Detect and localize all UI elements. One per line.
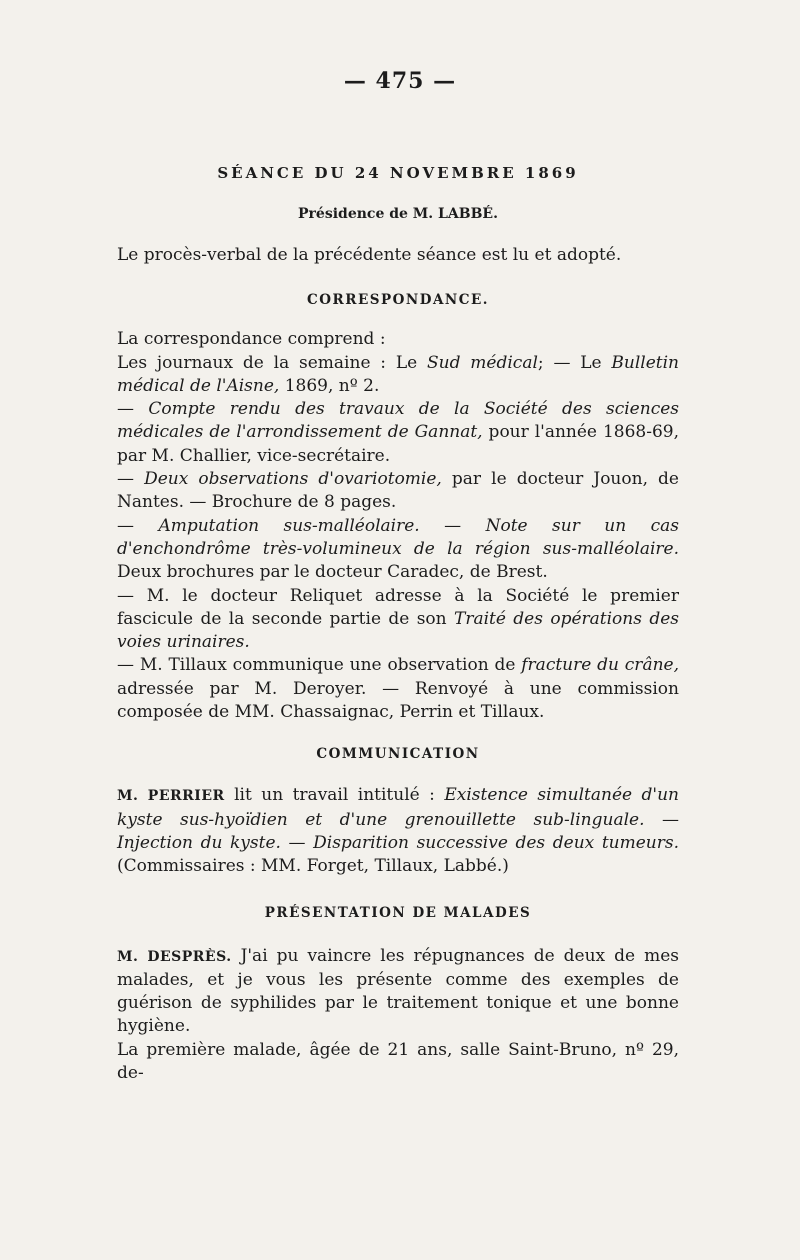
correspondance-intro: La correspondance comprend :: [117, 329, 386, 350]
paragraph-reliquet: — M. le docteur Reliquet adresse à la Société le premier fascicule de la seconde partie de son Traité des opérations des voies urinaires.: [117, 585, 679, 653]
paragraph-ovariotomie: — Deux observations d'ovariotomie, par le docteur Jouon, de Nantes. — Brochure de 8 pages.: [117, 469, 679, 513]
presidency-line: Présidence de M. LABBÉ.: [298, 206, 498, 222]
paragraph-communication: M. PERRIER lit un travail intitulé : Existence simultanée d'un kyste sus-hyoïdien et d'une grenouillette sub-linguale. — Injection du kyste. — Disparition successive des deux tumeurs. (Commissaires : MM. Forget, Tillaux, Labbé.): [117, 785, 679, 877]
speaker-perrier: M. PERRIER: [117, 788, 225, 805]
paragraph-amputation: — Amputation sus-malléolaire. — Note sur un cas d'enchondrôme très-volumineux de la région sus-malléolaire. Deux brochures par le docteur Caradec, de Brest.: [117, 515, 680, 583]
paragraph-premiere-malade: La première malade, âgée de 21 ans, salle Saint-Bruno, nº 29, de-: [117, 1039, 679, 1084]
minutes-paragraph: Le procès-verbal de la précédente séance est lu et adopté.: [117, 245, 622, 265]
paragraph-tillaux: — M. Tillaux communique une observation de fracture du crâne, adressée par M. Deroyer. — Renvoyé à une commission composée de MM. Chassaignac, Perrin et Tillaux.: [117, 655, 679, 723]
paragraph-journals: Les journaux de la semaine : Le Sud médical; — Le Bulletin médical de l'Aisne, 1869, nº 2.: [117, 352, 679, 396]
section-title-correspondance: CORRESPONDANCE.: [307, 292, 489, 309]
page-number: — 475 —: [343, 68, 457, 94]
text-column: [117, 158, 679, 1085]
section-title-presentation: PRÉSENTATION DE MALADES: [264, 904, 532, 921]
section-title-communication: COMMUNICATION: [316, 746, 480, 763]
speaker-despres: M. DESPRÈS.: [117, 948, 232, 965]
session-heading: SÉANCE DU 24 NOVEMBRE 1869: [217, 164, 579, 182]
paragraph-compte-rendu: — Compte rendu des travaux de la Société des sciences médicales de l'arrondissement de Gannat, pour l'année 1868-69, par M. Challier, vice-secrétaire.: [117, 399, 680, 466]
paragraph-despres: M. DESPRÈS. J'ai pu vaincre les répugnances de deux de mes malades, et je vous les présente comme des exemples de guérison de syphilides par le traitement tonique et une bonne hygiène.: [117, 945, 679, 1037]
